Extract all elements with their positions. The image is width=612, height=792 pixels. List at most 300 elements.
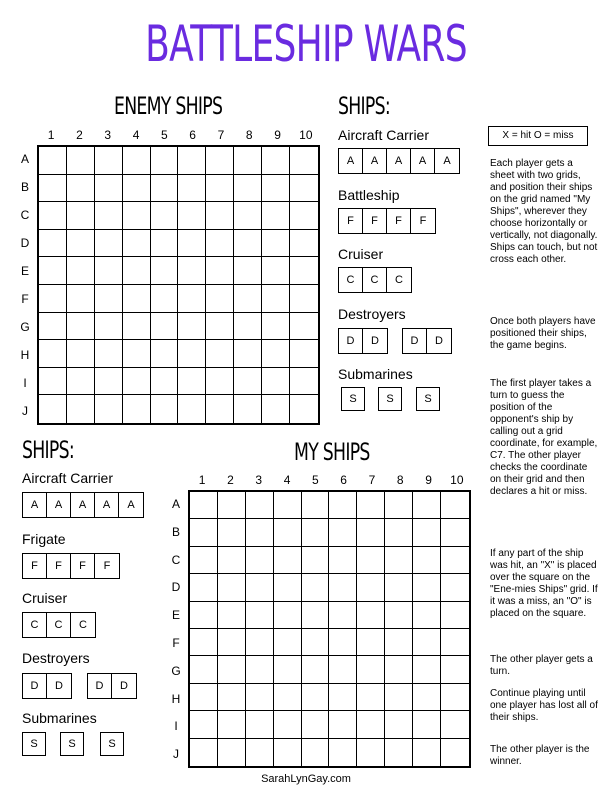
grid-cell[interactable] [441, 574, 469, 601]
grid-cell[interactable] [190, 711, 218, 738]
grid-cell[interactable] [190, 492, 218, 519]
ship-cell: D [120, 680, 128, 692]
ship-name-cruiser-top: Cruiser [338, 246, 384, 262]
grid-cell[interactable] [329, 684, 357, 711]
grid-cell[interactable] [234, 285, 262, 313]
grid-cell[interactable] [123, 230, 151, 258]
ship-cell: A [127, 499, 135, 511]
grid-cell[interactable] [234, 147, 262, 175]
grid-cell[interactable] [302, 711, 330, 738]
grid-cell[interactable] [95, 202, 123, 230]
row-letter: C [20, 208, 30, 222]
grid-cell[interactable] [329, 547, 357, 574]
ship-name-destroyers-bottom: Destroyers [22, 650, 90, 666]
ship-cell: D [435, 335, 443, 347]
ship-cell: F [339, 209, 363, 233]
grid-cell[interactable] [178, 340, 206, 368]
grid-cell[interactable] [218, 519, 246, 546]
grid-cell[interactable] [274, 739, 302, 766]
ship-cell: F [419, 215, 427, 227]
instruction-paragraph: The other player is the winner. [490, 744, 590, 767]
grid-cell[interactable] [441, 739, 469, 766]
grid-cell[interactable] [290, 285, 318, 313]
enemy-ships-title: ENEMY SHIPS [114, 92, 223, 120]
grid-cell[interactable] [290, 230, 318, 258]
grid-cell[interactable] [413, 519, 441, 546]
grid-cell[interactable] [385, 519, 413, 546]
grid-cell[interactable] [178, 257, 206, 285]
grid-cell[interactable] [441, 656, 469, 683]
grid-cell[interactable] [413, 739, 441, 766]
grid-cell[interactable] [357, 547, 385, 574]
ship-box-carrier-bottom [22, 492, 144, 518]
grid-cell[interactable] [413, 711, 441, 738]
column-number: 2 [227, 473, 234, 487]
grid-cell[interactable] [262, 368, 290, 396]
ship-name-battleship-top: Battleship [338, 187, 400, 203]
grid-cell[interactable] [123, 147, 151, 175]
grid-cell[interactable] [206, 395, 234, 423]
grid-cell[interactable] [190, 684, 218, 711]
grid-cell[interactable] [357, 602, 385, 629]
column-number: 5 [161, 128, 168, 142]
my-ships-title: MY SHIPS [294, 438, 370, 466]
ship-box-frigate-bottom [22, 553, 120, 579]
grid-cell[interactable] [123, 340, 151, 368]
grid-cell[interactable] [151, 257, 179, 285]
grid-cell[interactable] [206, 147, 234, 175]
grid-cell[interactable] [290, 257, 318, 285]
grid-cell[interactable] [274, 656, 302, 683]
grid-cell[interactable] [290, 313, 318, 341]
row-letter: J [22, 404, 28, 418]
grid-cell[interactable] [329, 739, 357, 766]
ship-cell: A [443, 155, 451, 167]
ship-box-destroyer-2-top [402, 328, 452, 354]
grid-cell[interactable] [178, 395, 206, 423]
row-letter: G [20, 320, 30, 334]
grid-cell[interactable] [151, 202, 179, 230]
grid-cell[interactable] [123, 257, 151, 285]
grid-cell[interactable] [357, 492, 385, 519]
row-letter: I [174, 719, 178, 734]
grid-cell[interactable] [274, 684, 302, 711]
grid-cell[interactable] [441, 547, 469, 574]
grid-cell[interactable] [302, 739, 330, 766]
ship-name-cruiser-bottom: Cruiser [22, 590, 68, 606]
ship-name-carrier-top: Aircraft Carrier [338, 127, 430, 143]
ship-cell: D [55, 680, 63, 692]
column-number: 4 [132, 128, 140, 142]
grid-cell[interactable] [385, 492, 413, 519]
row-letter: B [20, 180, 29, 194]
grid-cell[interactable] [95, 175, 123, 203]
column-number: 1 [47, 128, 55, 142]
ship-box-destroyer-2-bottom [87, 673, 137, 699]
ship-box-carrier-top [338, 148, 460, 174]
column-number: 6 [340, 473, 347, 487]
grid-cell[interactable] [190, 574, 218, 601]
ship-name-submarines-bottom: Submarines [22, 710, 97, 726]
ship-cell: F [71, 554, 95, 578]
ship-box-destroyer-1-top [338, 328, 388, 354]
grid-cell[interactable] [413, 602, 441, 629]
grid-cell[interactable] [246, 519, 274, 546]
grid-cell[interactable] [274, 574, 302, 601]
grid-cell[interactable] [67, 257, 95, 285]
grid-cell[interactable] [385, 547, 413, 574]
column-number: 9 [425, 473, 432, 487]
grid-cell[interactable] [178, 285, 206, 313]
grid-cell[interactable] [67, 175, 95, 203]
ship-cell: D [23, 674, 47, 698]
submarine-box-bottom: S [22, 732, 46, 756]
ship-cell: F [23, 554, 47, 578]
ship-cell: C [79, 619, 87, 631]
column-number: 2 [76, 128, 83, 142]
grid-cell[interactable] [67, 340, 95, 368]
grid-cell[interactable] [123, 313, 151, 341]
grid-cell[interactable] [274, 711, 302, 738]
grid-cell[interactable] [178, 230, 206, 258]
grid-cell[interactable] [290, 147, 318, 175]
grid-cell[interactable] [302, 519, 330, 546]
grid-cell[interactable] [385, 602, 413, 629]
grid-cell[interactable] [39, 395, 67, 423]
grid-cell[interactable] [302, 547, 330, 574]
grid-cell[interactable] [413, 492, 441, 519]
grid-cell[interactable] [234, 395, 262, 423]
grid-cell[interactable] [190, 629, 218, 656]
grid-cell[interactable] [441, 629, 469, 656]
row-letter: F [21, 292, 29, 306]
grid-cell[interactable] [413, 547, 441, 574]
grid-cell[interactable] [95, 368, 123, 396]
grid-cell[interactable] [95, 340, 123, 368]
ships-title-top: SHIPS: [338, 92, 390, 120]
grid-cell[interactable] [329, 574, 357, 601]
row-letter: B [171, 524, 180, 539]
ship-name-submarines-top: Submarines [338, 366, 413, 382]
grid-cell[interactable] [39, 285, 67, 313]
grid-cell[interactable] [151, 175, 179, 203]
grid-cell[interactable] [274, 629, 302, 656]
grid-cell[interactable] [206, 202, 234, 230]
grid-cell[interactable] [218, 684, 246, 711]
grid-cell[interactable] [329, 656, 357, 683]
ship-cell: F [363, 209, 387, 233]
instruction-paragraph: The first player takes a turn to guess the position of the opponent's ship by calling out a grid coordinate, for example, C7. The other player checks the coordinate on their grid and then declares a hit or miss. [490, 378, 598, 497]
grid-cell[interactable] [329, 492, 357, 519]
my-ships-grid[interactable] [188, 490, 471, 768]
grid-cell[interactable] [302, 684, 330, 711]
grid-cell[interactable] [39, 257, 67, 285]
grid-cell[interactable] [262, 257, 290, 285]
grid-cell[interactable] [67, 313, 95, 341]
grid-cell[interactable] [218, 602, 246, 629]
grid-cell[interactable] [67, 395, 95, 423]
grid-cell[interactable] [262, 340, 290, 368]
submarine-box-bottom: S [60, 732, 84, 756]
ship-box-cruiser-top [338, 267, 412, 293]
grid-cell[interactable] [178, 313, 206, 341]
grid-cell[interactable] [218, 656, 246, 683]
column-number: 1 [198, 473, 206, 487]
grid-cell[interactable] [246, 574, 274, 601]
grid-cell[interactable] [246, 547, 274, 574]
submarine-box-top: S [341, 387, 365, 411]
grid-cell[interactable] [95, 313, 123, 341]
grid-cell[interactable] [95, 285, 123, 313]
ship-cell: C [47, 613, 71, 637]
grid-cell[interactable] [151, 285, 179, 313]
grid-cell[interactable] [67, 202, 95, 230]
grid-cell[interactable] [274, 492, 302, 519]
row-letter: A [171, 496, 180, 511]
column-number: 5 [312, 473, 319, 487]
grid-cell[interactable] [151, 147, 179, 175]
grid-cell[interactable] [329, 711, 357, 738]
grid-cell[interactable] [290, 175, 318, 203]
grid-cell[interactable] [178, 147, 206, 175]
ship-cell: D [88, 674, 112, 698]
grid-cell[interactable] [178, 202, 206, 230]
hit-miss-legend: X = hit O = miss [488, 126, 588, 146]
row-letter: F [172, 635, 180, 650]
grid-cell[interactable] [151, 230, 179, 258]
grid-cell[interactable] [95, 257, 123, 285]
grid-cell[interactable] [262, 395, 290, 423]
ship-cell: A [47, 493, 71, 517]
column-number: 3 [255, 473, 263, 487]
grid-cell[interactable] [441, 711, 469, 738]
column-number: 10 [450, 473, 464, 487]
grid-cell[interactable] [385, 629, 413, 656]
grid-cell[interactable] [274, 547, 302, 574]
grid-cell[interactable] [441, 602, 469, 629]
grid-cell[interactable] [246, 492, 274, 519]
grid-cell[interactable] [206, 368, 234, 396]
grid-cell[interactable] [329, 519, 357, 546]
grid-cell[interactable] [357, 656, 385, 683]
grid-cell[interactable] [262, 147, 290, 175]
grid-cell[interactable] [206, 257, 234, 285]
ship-cell: C [395, 274, 403, 286]
grid-cell[interactable] [385, 684, 413, 711]
grid-cell[interactable] [290, 340, 318, 368]
grid-cell[interactable] [67, 368, 95, 396]
grid-cell[interactable] [262, 313, 290, 341]
grid-cell[interactable] [262, 285, 290, 313]
column-number: 7 [368, 473, 376, 487]
grid-cell[interactable] [274, 602, 302, 629]
submarine-box-top: S [416, 387, 440, 411]
ship-name-carrier-bottom: Aircraft Carrier [22, 470, 114, 486]
grid-cell[interactable] [246, 711, 274, 738]
column-number: 4 [283, 473, 291, 487]
grid-cell[interactable] [290, 395, 318, 423]
grid-cell[interactable] [302, 492, 330, 519]
grid-cell[interactable] [413, 574, 441, 601]
grid-cell[interactable] [246, 684, 274, 711]
grid-cell[interactable] [385, 574, 413, 601]
grid-cell[interactable] [357, 684, 385, 711]
grid-cell[interactable] [178, 368, 206, 396]
grid-cell[interactable] [290, 202, 318, 230]
ship-cell: F [387, 209, 411, 233]
instruction-paragraph: Continue playing until one player has lost all of their ships. [490, 688, 598, 723]
grid-cell[interactable] [246, 629, 274, 656]
grid-cell[interactable] [67, 147, 95, 175]
grid-cell[interactable] [39, 313, 67, 341]
grid-cell[interactable] [234, 175, 262, 203]
column-number: 8 [245, 128, 253, 142]
grid-cell[interactable] [39, 368, 67, 396]
grid-cell[interactable] [95, 147, 123, 175]
column-number: 8 [396, 473, 404, 487]
grid-cell[interactable] [234, 340, 262, 368]
grid-cell[interactable] [39, 202, 67, 230]
ship-cell: D [371, 335, 379, 347]
grid-cell[interactable] [39, 175, 67, 203]
grid-cell[interactable] [190, 519, 218, 546]
ship-cell: C [363, 268, 387, 292]
grid-cell[interactable] [357, 629, 385, 656]
grid-cell[interactable] [302, 629, 330, 656]
ship-cell: A [23, 493, 47, 517]
grid-cell[interactable] [206, 175, 234, 203]
grid-cell[interactable] [262, 202, 290, 230]
grid-cell[interactable] [123, 368, 151, 396]
row-letter: D [171, 580, 181, 595]
grid-cell[interactable] [67, 230, 95, 258]
grid-cell[interactable] [302, 602, 330, 629]
ship-cell: A [339, 149, 363, 173]
grid-cell[interactable] [357, 739, 385, 766]
ship-cell: A [387, 149, 411, 173]
grid-cell[interactable] [39, 340, 67, 368]
grid-cell[interactable] [274, 519, 302, 546]
grid-cell[interactable] [218, 629, 246, 656]
grid-cell[interactable] [413, 656, 441, 683]
row-letter: D [20, 236, 30, 250]
instruction-paragraph: Once both players have positioned their ships, the game begins. [490, 316, 596, 351]
ship-cell: A [363, 149, 387, 173]
grid-cell[interactable] [385, 656, 413, 683]
grid-cell[interactable] [206, 340, 234, 368]
grid-cell[interactable] [234, 368, 262, 396]
grid-cell[interactable] [329, 602, 357, 629]
instruction-paragraph: Each player gets a sheet with two grids, and position their ships on the grid named "My Ships", wherever they choose horizontally or vertically, not diagonally. Ships can touch, but not cross each other. [490, 158, 598, 265]
enemy-ships-grid[interactable] [37, 145, 320, 425]
grid-cell[interactable] [218, 547, 246, 574]
grid-cell[interactable] [218, 711, 246, 738]
grid-cell[interactable] [190, 547, 218, 574]
grid-cell[interactable] [123, 285, 151, 313]
grid-cell[interactable] [441, 684, 469, 711]
grid-cell[interactable] [385, 739, 413, 766]
grid-cell[interactable] [262, 230, 290, 258]
grid-cell[interactable] [218, 739, 246, 766]
grid-cell[interactable] [302, 574, 330, 601]
grid-cell[interactable] [234, 313, 262, 341]
grid-cell[interactable] [234, 257, 262, 285]
ship-cell: C [23, 613, 47, 637]
grid-cell[interactable] [357, 574, 385, 601]
submarine-box-top: S [378, 387, 402, 411]
grid-cell[interactable] [357, 711, 385, 738]
grid-cell[interactable] [290, 368, 318, 396]
grid-cell[interactable] [357, 519, 385, 546]
grid-cell[interactable] [246, 656, 274, 683]
grid-cell[interactable] [206, 285, 234, 313]
page-title: BATTLESHIP WARS [145, 15, 467, 73]
grid-cell[interactable] [246, 602, 274, 629]
grid-cell[interactable] [206, 313, 234, 341]
grid-cell[interactable] [151, 313, 179, 341]
grid-cell[interactable] [385, 711, 413, 738]
column-number: 7 [217, 128, 225, 142]
ship-box-battleship-top [338, 208, 436, 234]
grid-cell[interactable] [39, 230, 67, 258]
column-number: 9 [274, 128, 281, 142]
grid-cell[interactable] [234, 230, 262, 258]
row-letter: H [20, 348, 30, 362]
ship-cell: D [339, 329, 363, 353]
grid-cell[interactable] [151, 340, 179, 368]
row-letter: A [20, 152, 29, 166]
grid-cell[interactable] [441, 492, 469, 519]
grid-cell[interactable] [190, 656, 218, 683]
ship-name-destroyers-top: Destroyers [338, 306, 406, 322]
grid-cell[interactable] [190, 602, 218, 629]
grid-cell[interactable] [329, 629, 357, 656]
grid-cell[interactable] [218, 574, 246, 601]
grid-cell[interactable] [123, 202, 151, 230]
grid-cell[interactable] [413, 684, 441, 711]
row-letter: C [171, 552, 181, 567]
ship-cell: D [403, 329, 427, 353]
submarine-box-bottom: S [100, 732, 124, 756]
grid-cell[interactable] [246, 739, 274, 766]
grid-cell[interactable] [123, 175, 151, 203]
grid-cell[interactable] [151, 395, 179, 423]
row-letter: I [23, 376, 27, 390]
grid-cell[interactable] [190, 739, 218, 766]
grid-cell[interactable] [218, 492, 246, 519]
ship-cell: A [95, 493, 119, 517]
ship-cell: A [71, 493, 95, 517]
row-letter: H [171, 691, 181, 706]
grid-cell[interactable] [262, 175, 290, 203]
grid-cell[interactable] [178, 175, 206, 203]
grid-cell[interactable] [441, 519, 469, 546]
ship-cell: C [339, 268, 363, 292]
ship-cell: F [47, 554, 71, 578]
grid-cell[interactable] [302, 656, 330, 683]
grid-cell[interactable] [39, 147, 67, 175]
column-number: 3 [104, 128, 112, 142]
grid-cell[interactable] [413, 629, 441, 656]
ships-title-bottom: SHIPS: [22, 436, 74, 464]
grid-cell[interactable] [95, 230, 123, 258]
grid-cell[interactable] [151, 368, 179, 396]
grid-cell[interactable] [95, 395, 123, 423]
grid-cell[interactable] [234, 202, 262, 230]
grid-cell[interactable] [206, 230, 234, 258]
grid-cell[interactable] [67, 285, 95, 313]
grid-cell[interactable] [123, 395, 151, 423]
